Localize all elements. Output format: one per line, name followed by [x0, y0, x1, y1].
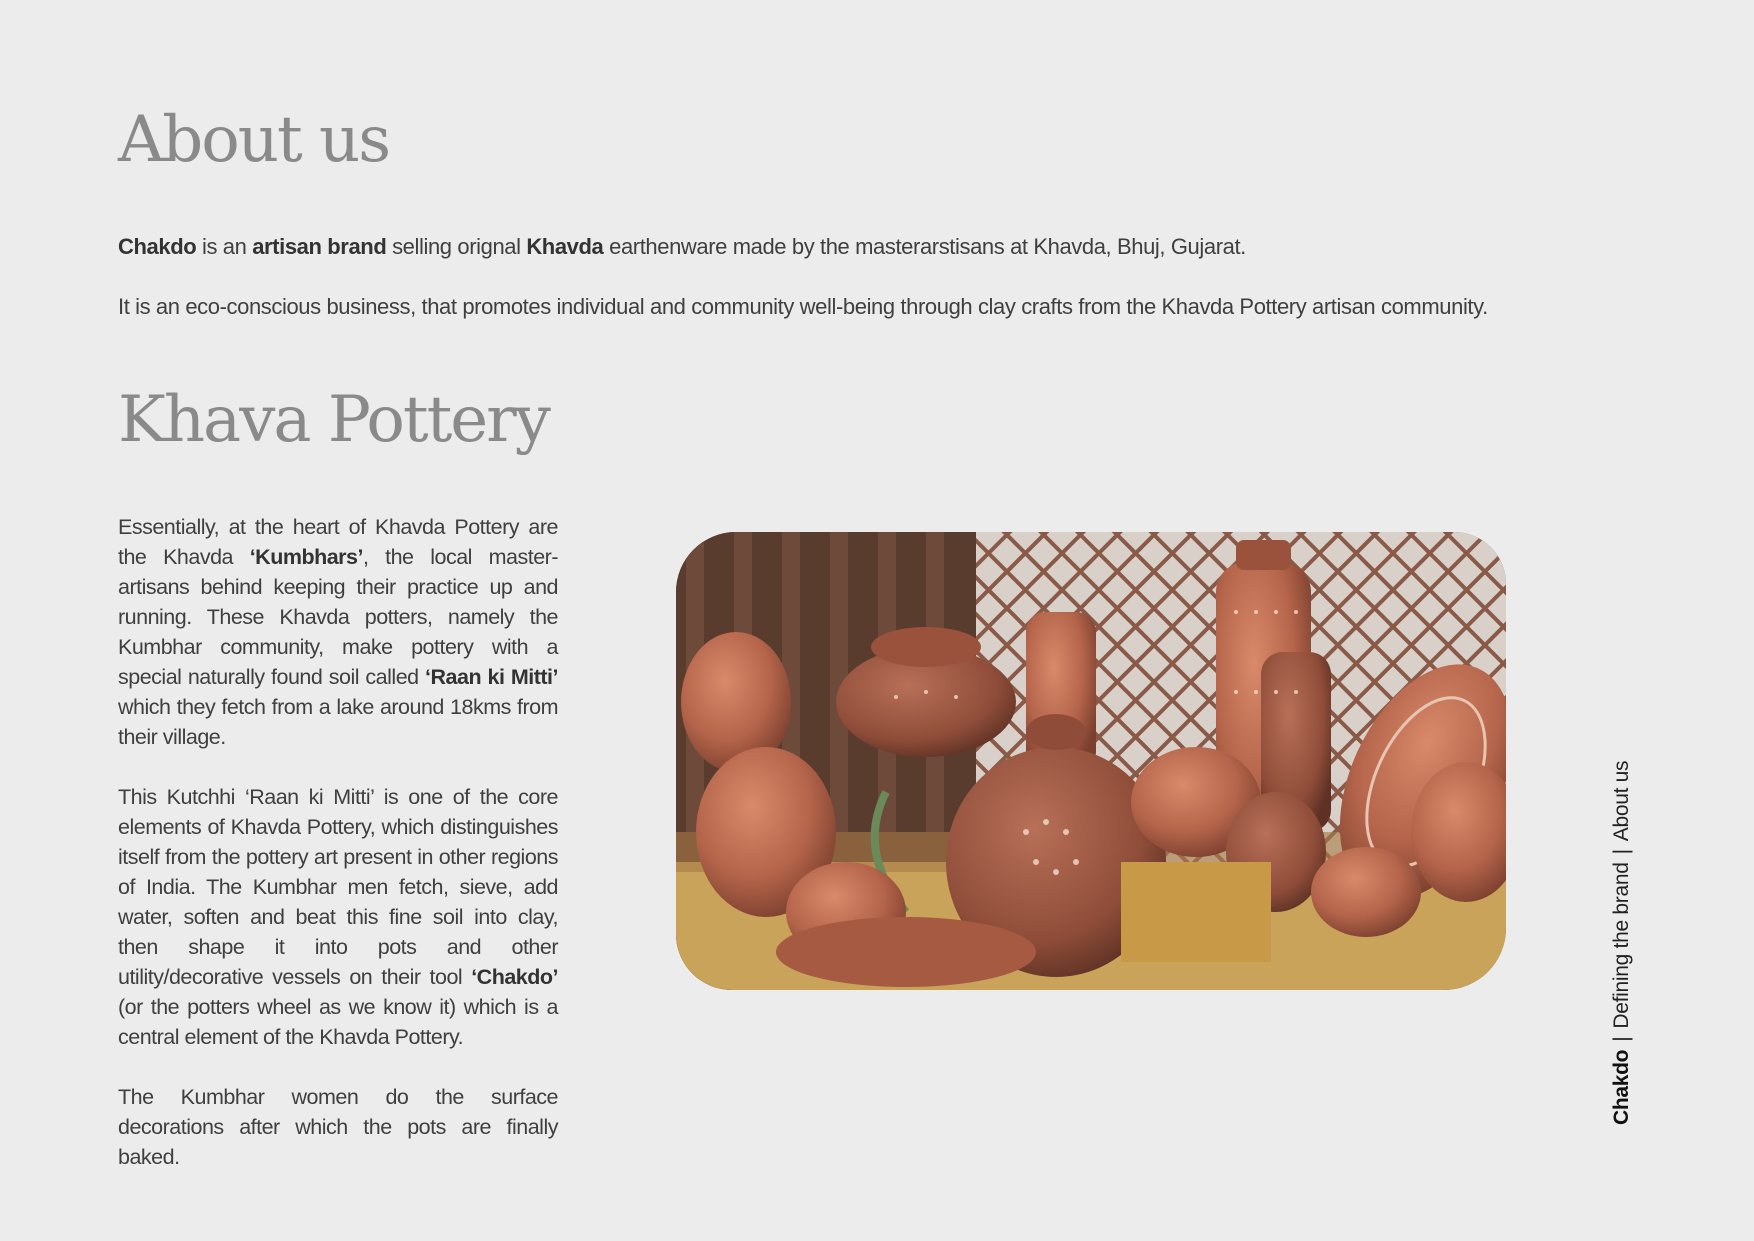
khava-pottery-heading: Khava Pottery — [118, 383, 549, 457]
separator: | — [1610, 849, 1633, 855]
separator: | — [1610, 1036, 1633, 1042]
chakdo-term: ‘Chakdo’ — [471, 965, 558, 989]
side-section: Defining the brand — [1610, 862, 1633, 1029]
khavda-text: Khavda — [526, 234, 604, 259]
intro-text: earthenware made by the masterarstisans at Khavda, Bhuj, Gujarat. — [603, 234, 1246, 259]
brand-name: Chakdo — [118, 234, 197, 259]
footer-side-label — [1610, 761, 1634, 1125]
pottery-description — [118, 512, 558, 1202]
intro-paragraph-eco: It is an eco-conscious business, that promotes individual and community well-being through clay crafts from the Khavda Pottery artisan community. — [118, 294, 1488, 319]
about-us-heading: About us — [118, 103, 390, 177]
intro-text: is an — [196, 234, 253, 259]
raan-ki-mitti-term: ‘Raan ki Mitti’ — [425, 665, 558, 689]
side-brand: Chakdo — [1610, 1049, 1633, 1125]
artisan-brand-text: artisan brand — [252, 234, 387, 259]
pottery-photo — [676, 532, 1506, 990]
side-page: About us — [1610, 760, 1633, 842]
pottery-paragraph-1: Essentially, at the heart of Khavda Pottery are the Khavda ‘Kumbhars’, the local master-artisans behind keeping their practice up and running. These Khavda potters, namely the Kumbhar community, make pottery with a special naturally found soil called ‘Raan ki Mitti’ which they fetch from a lake around 18kms from their village. — [118, 515, 558, 749]
pottery-paragraph-3: The Kumbhar women do the surface decorations after which the pots are finally baked. — [118, 1085, 558, 1169]
intro-text: selling orignal — [386, 234, 527, 259]
intro-paragraph-brand — [118, 233, 1578, 262]
kumbhars-term: ‘Kumbhars’ — [249, 545, 363, 569]
pottery-paragraph-2: This Kutchhi ‘Raan ki Mitti’ is one of the core elements of Khavda Pottery, which distinguishes itself from the pottery art present in other regions of India. The Kumbhar men fetch, sieve, add water, soften and beat this fine soil into clay, then shape it into pots and other utility/decorative vessels on their tool ‘Chakdo’ (or the potters wheel as we know it) which is a central element of the Khavda Pottery. — [118, 785, 558, 1049]
